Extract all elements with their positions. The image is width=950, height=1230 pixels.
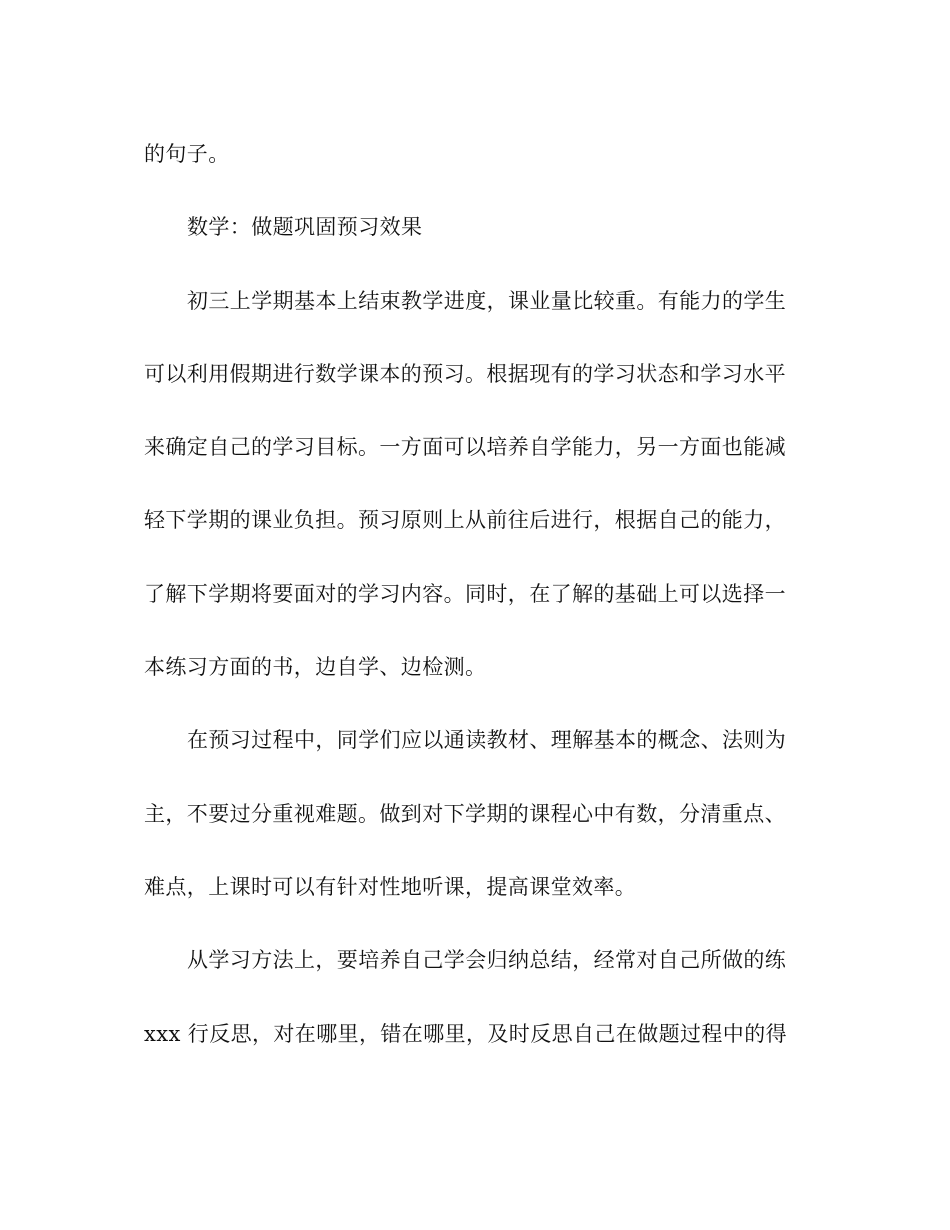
paragraph-line: 初三上学期基本上结束教学进度，课业量比较重。有能力的学生 — [187, 288, 787, 313]
paragraph-line-continuation: 的句子。 — [144, 142, 230, 166]
paragraph-line: 主，不要过分重视难题。做到对下学期的课程心中有数，分清重点、 — [144, 801, 786, 826]
paragraph-line: 在预习过程中，同学们应以通读教材、理解基本的概念、法则为 — [187, 728, 787, 753]
paragraph-line: xxx 行反思，对在哪里，错在哪里，及时反思自己在做题过程中的得 — [144, 1021, 788, 1046]
document-body — [144, 132, 804, 1085]
paragraph-line: 来确定自己的学习目标。一方面可以培养自学能力，另一方面也能减 — [144, 435, 786, 460]
paragraph-line: 从学习方法上，要培养自己学会归纳总结，经常对自己所做的练 — [187, 948, 787, 973]
section-heading-math: 数学：做题巩固预习效果 — [187, 215, 423, 240]
paragraph-line: 本练习方面的书，边自学、边检测。 — [144, 655, 487, 680]
paragraph-line: 可以利用假期进行数学课本的预习。根据现有的学习状态和学习水平 — [144, 361, 786, 386]
paragraph-line: 难点，上课时可以有针对性地听课，提高课堂效率。 — [144, 874, 637, 899]
paragraph-line: 轻下学期的课业负担。预习原则上从前往后进行，根据自己的能力， — [144, 508, 786, 533]
paragraph-line: 了解下学期将要面对的学习内容。同时，在了解的基础上可以选择一 — [144, 581, 786, 606]
